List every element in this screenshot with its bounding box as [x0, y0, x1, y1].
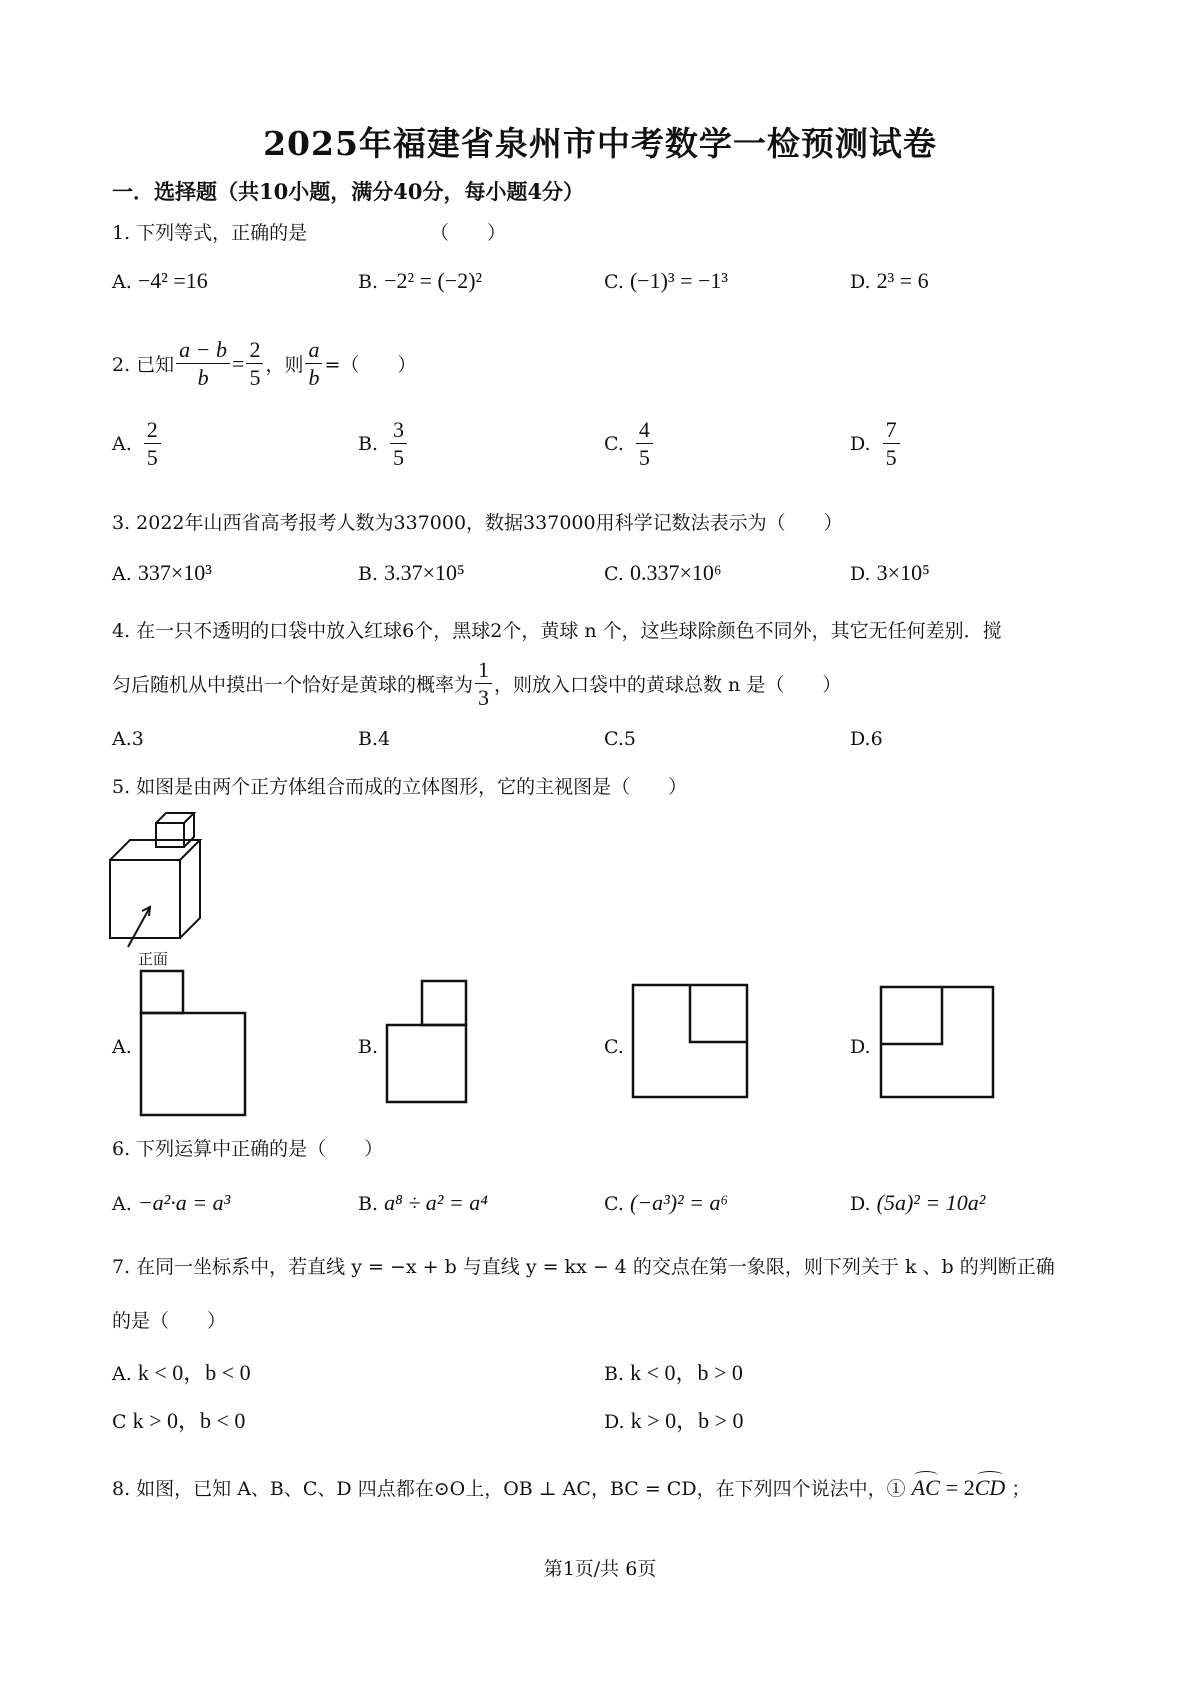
fraction-denominator: 5 — [146, 445, 158, 471]
fraction-numerator: 4 — [636, 418, 653, 444]
fraction-denominator: 5 — [393, 445, 405, 471]
q8-stem-end: ； — [1011, 1478, 1031, 1500]
front-view-label: 正面 — [138, 950, 169, 968]
option-expression: −2² = (−2)² — [384, 268, 483, 293]
option-label: C. — [604, 563, 624, 585]
q4-stem-line1: 4. 在一只不透明的口袋中放入红球6个，黑球2个，黄球 n 个，这些球除颜色不同外，其它无任何差别．搅 — [112, 620, 1002, 642]
option-expression: (5a)² = 10a² — [876, 1190, 986, 1215]
option-value: 5 — [623, 728, 636, 750]
q1-option-b — [358, 268, 482, 294]
page-title: 2025年福建省泉州市中考数学一检预测试卷 — [263, 124, 937, 163]
option-label: D. — [850, 271, 871, 293]
fraction-numerator: a − b — [176, 338, 230, 364]
q2-option-d — [850, 418, 902, 469]
option-expression: −a²·a = a³ — [137, 1190, 231, 1215]
q4-line2-suffix: ，则放入口袋中的黄球总数 n 是（ ） — [494, 674, 842, 697]
q2-stem-middle: ，则 — [265, 354, 304, 377]
fraction-denominator: 5 — [249, 365, 261, 391]
q4-option-a — [112, 728, 144, 750]
q5-option-c-label: C. — [604, 1036, 624, 1058]
option-expression: k < 0，b < 0 — [137, 1360, 251, 1385]
q6-option-b — [358, 1190, 488, 1216]
option-label: C. — [604, 1193, 624, 1215]
fraction-denominator: b — [197, 365, 209, 391]
option-label: C. — [604, 728, 624, 750]
fraction-denominator: 5 — [885, 445, 897, 471]
q3-option-d — [850, 560, 930, 586]
fraction-denominator: b — [308, 365, 320, 391]
q2-stem-end: =（ ） — [324, 354, 417, 377]
q7-option-b — [604, 1356, 743, 1387]
option-fraction — [883, 418, 900, 469]
q3-stem: 3. 2022年山西省高考报考人数为337000，数据337000用科学记数法表示为（ ） — [112, 512, 843, 534]
q7-option-a — [112, 1356, 251, 1387]
fraction-denominator: 3 — [478, 685, 490, 711]
fraction-numerator: 3 — [390, 418, 407, 444]
option-label: B. — [358, 271, 379, 293]
q2-fraction-target — [305, 338, 322, 389]
option-value: 6 — [870, 728, 883, 750]
q7-option-c — [112, 1404, 245, 1435]
q8-stem-text: 8. 如图，已知 A、B、C、D 四点都在⊙O上，OB ⊥ AC，BC = CD，在下列四个说法中，① — [112, 1478, 906, 1500]
q1-option-d — [850, 268, 929, 294]
option-label: B. — [604, 1363, 625, 1385]
option-expression: k > 0，b > 0 — [630, 1408, 744, 1433]
q6-option-d — [850, 1190, 985, 1216]
option-label: C — [112, 1411, 127, 1433]
page-footer: 第1页/共 6页 — [543, 1558, 657, 1580]
q5-option-b-label: B. — [358, 1036, 379, 1058]
fraction-numerator: a — [305, 338, 322, 364]
fraction-numerator: 2 — [144, 418, 161, 444]
option-expression: 2³ = 6 — [876, 268, 929, 293]
q5-option-c-figure — [630, 982, 750, 1100]
option-fraction — [636, 418, 653, 469]
q5-option-a-label: A. — [112, 1036, 132, 1058]
option-expression: a⁸ ÷ a² = a⁴ — [384, 1190, 488, 1215]
q2-stem-prefix: 2. 已知 — [112, 354, 175, 377]
option-label: B. — [358, 432, 379, 455]
arc-cd: CD — [974, 1475, 1006, 1500]
option-expression: k < 0，b > 0 — [630, 1360, 743, 1385]
option-expression: 0.337×10⁶ — [629, 560, 722, 585]
option-label: D. — [604, 1411, 625, 1433]
q4-probability-fraction — [475, 658, 492, 709]
option-label: A. — [112, 563, 132, 585]
q4-option-b — [358, 728, 390, 750]
q2-option-a — [112, 418, 163, 469]
q2-stem — [112, 338, 416, 389]
q4-stem-line2 — [112, 658, 841, 709]
q2-option-c — [604, 418, 655, 469]
q4-option-c — [604, 728, 636, 750]
q6-option-c — [604, 1190, 728, 1216]
option-expression: (−1)³ = −1³ — [629, 268, 729, 293]
equals-two: = 2 — [945, 1475, 975, 1500]
option-fraction — [144, 418, 161, 469]
q3-option-a — [112, 560, 212, 586]
q2-fraction-given — [176, 338, 230, 389]
q2-fraction-value — [246, 338, 263, 389]
option-label: C. — [604, 432, 624, 455]
big-cube-side-face — [180, 840, 200, 938]
q7-stem-line1: 7. 在同一坐标系中，若直线 y = −x + b 与直线 y = kx − 4 的交点在第一象限，则下列关于 k 、b 的判断正确 — [112, 1256, 1055, 1278]
option-expression: 337×10³ — [137, 560, 212, 585]
q5-option-d-label: D. — [850, 1036, 871, 1058]
q5-option-b-figure — [384, 978, 474, 1106]
q4-line2-prefix: 匀后随机从中摸出一个恰好是黄球的概率为 — [112, 674, 474, 697]
option-fraction — [390, 418, 407, 469]
option-label: D. — [850, 563, 871, 585]
option-expression: k > 0，b < 0 — [132, 1408, 246, 1433]
q3-option-c — [604, 560, 722, 586]
fraction-numerator: 7 — [883, 418, 900, 444]
option-label: A. — [112, 1363, 132, 1385]
q4-option-d — [850, 728, 883, 750]
big-cube-front-face — [110, 860, 180, 938]
equals-sign: = — [232, 350, 245, 376]
option-label: A. — [112, 432, 132, 455]
q6-stem: 6. 下列运算中正确的是（ ） — [112, 1138, 384, 1160]
option-label: D. — [850, 728, 871, 750]
option-label: D. — [850, 1193, 871, 1215]
option-expression: −4² =16 — [137, 268, 208, 293]
arc-ac: AC — [911, 1475, 940, 1500]
option-label: A. — [112, 271, 132, 293]
option-value: 3 — [131, 728, 144, 750]
front-direction-arrow — [128, 907, 150, 947]
small-cube-top-face — [156, 813, 194, 823]
option-expression: (−a³)² = a⁶ — [629, 1190, 729, 1215]
option-label: A. — [112, 728, 132, 750]
option-label: C. — [604, 271, 624, 293]
q1-option-c — [604, 268, 728, 294]
q5-option-a-figure — [138, 968, 248, 1118]
option-expression: 3.37×10⁵ — [384, 560, 465, 585]
option-expression: 3×10⁵ — [876, 560, 930, 585]
small-cube-front-face — [156, 823, 184, 847]
q7-stem-line2: 的是（ ） — [112, 1310, 227, 1332]
q2-option-b — [358, 418, 409, 469]
fraction-numerator: 2 — [246, 338, 263, 364]
section-heading: 一．选择题（共10小题，满分40分，每小题4分） — [112, 179, 585, 204]
option-label: B. — [358, 728, 379, 750]
q7-option-d — [604, 1404, 743, 1435]
q5-stem: 5. 如图是由两个正方体组合而成的立体图形，它的主视图是（ ） — [112, 776, 688, 798]
option-value: 4 — [378, 728, 391, 750]
q5-option-d-figure — [878, 984, 996, 1100]
q5-cube-figure — [100, 805, 260, 965]
fraction-denominator: 5 — [638, 445, 650, 471]
q1-option-a — [112, 268, 208, 294]
option-label: A. — [112, 1193, 132, 1215]
q8-stem — [112, 1474, 1030, 1501]
option-label: D. — [850, 432, 871, 455]
q1-stem: 1. 下列等式，正确的是 — [112, 222, 308, 244]
q1-answer-paren: （ ） — [430, 222, 507, 244]
fraction-numerator: 1 — [475, 658, 492, 684]
option-label: B. — [358, 563, 379, 585]
option-label: B. — [358, 1193, 379, 1215]
q3-option-b — [358, 560, 465, 586]
q6-option-a — [112, 1190, 230, 1216]
